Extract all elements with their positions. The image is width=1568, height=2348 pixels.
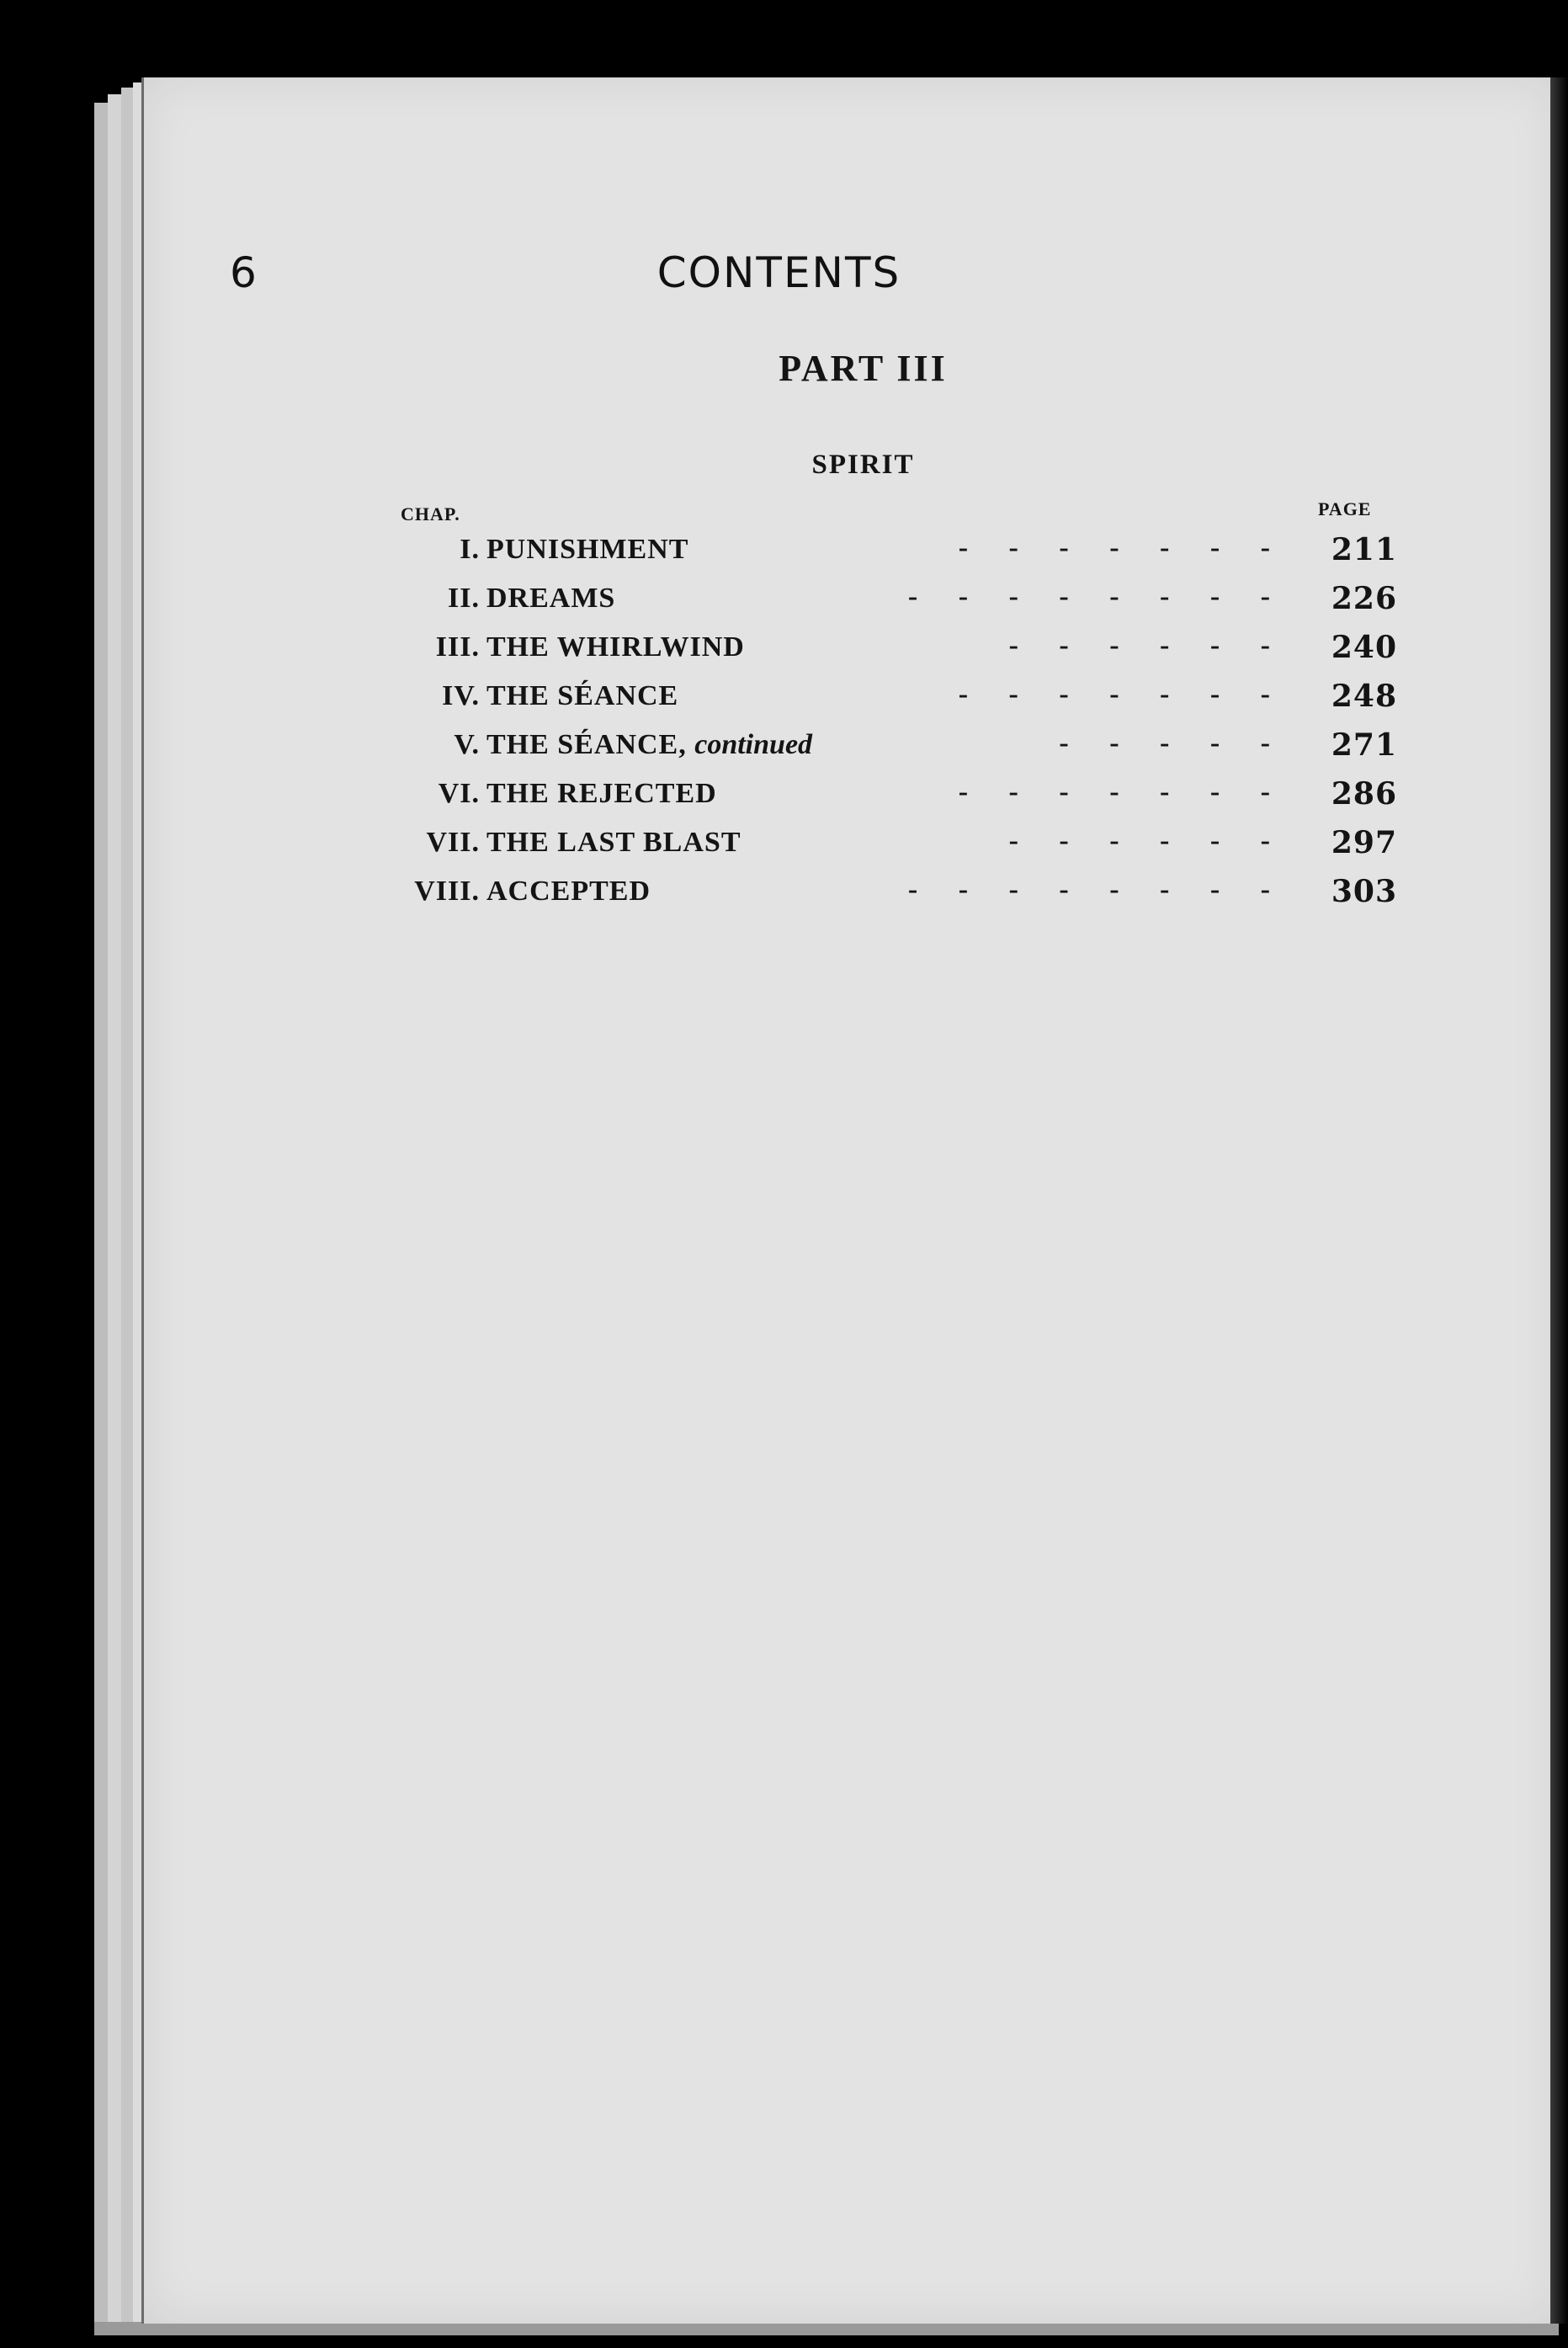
chapter-number: I. <box>460 534 480 565</box>
chap-column-header: CHAP. <box>401 503 460 524</box>
chapter-title <box>486 680 678 712</box>
toc-row <box>362 822 1397 871</box>
chapter-title <box>486 631 745 663</box>
chapter-title-text: DREAMS <box>486 583 616 614</box>
toc-row <box>362 724 1397 773</box>
dot-leader: - - - - - - - - <box>907 874 1271 905</box>
page-reference: 248 <box>1331 679 1397 714</box>
toc-row <box>362 675 1397 724</box>
dot-leader: - - - - - - - - <box>907 581 1271 612</box>
book-page <box>141 77 1558 2324</box>
dot-leader: - - - - - - - <box>958 776 1271 807</box>
chapter-title-text: THE SÉANCE, <box>486 729 687 760</box>
part-subtitle: SPIRIT <box>811 450 915 480</box>
chapter-number: VII. <box>426 827 480 858</box>
toc-row <box>362 578 1397 626</box>
dot-leader: - - - - - - <box>1008 630 1271 661</box>
page-reference: 226 <box>1331 581 1397 616</box>
chapter-title-text: PUNISHMENT <box>486 534 689 565</box>
chapter-title <box>486 876 651 908</box>
part-heading: PART III <box>779 348 948 389</box>
page-bottom-edge <box>94 2322 1559 2335</box>
chapter-title <box>486 778 717 810</box>
chapter-number: II. <box>448 583 480 614</box>
chapter-title <box>486 827 741 859</box>
chapter-title <box>486 729 812 761</box>
chapter-title-text: THE LAST BLAST <box>486 827 741 858</box>
page-reference: 303 <box>1331 874 1397 909</box>
dot-leader: - - - - - - - <box>958 532 1271 563</box>
toc-row <box>362 773 1397 822</box>
page-reference: 211 <box>1331 532 1397 567</box>
chapter-number: III. <box>435 631 480 663</box>
page-number: 6 <box>230 248 257 297</box>
page-reference: 297 <box>1331 825 1397 860</box>
toc-row <box>362 529 1397 578</box>
toc-row <box>362 871 1397 919</box>
chapter-number: VI. <box>438 778 480 809</box>
chapter-title-continued: continued <box>694 729 813 760</box>
chapter-number: IV. <box>442 680 480 711</box>
chapter-title-text: THE REJECTED <box>486 778 717 809</box>
chapter-title-text: ACCEPTED <box>486 876 651 907</box>
toc-row <box>362 626 1397 675</box>
dot-leader: - - - - - - - <box>958 679 1271 710</box>
chapter-number: V. <box>454 729 480 760</box>
chapter-number: VIII. <box>414 876 480 907</box>
chapter-title <box>486 583 615 615</box>
page-title: CONTENTS <box>656 248 901 297</box>
chapter-title <box>486 534 688 566</box>
page-reference: 240 <box>1331 630 1397 665</box>
page-column-header: PAGE <box>1318 498 1372 519</box>
chapter-title-text: THE WHIRLWIND <box>486 631 745 663</box>
table-of-contents <box>362 529 1397 919</box>
dot-leader: - - - - - - <box>1008 825 1271 856</box>
dot-leader: - - - - - <box>1059 727 1271 759</box>
page-reference: 271 <box>1331 727 1397 763</box>
chapter-title-text: THE SÉANCE <box>486 680 679 711</box>
page-reference: 286 <box>1331 776 1397 812</box>
page-shadow <box>1550 77 1568 2324</box>
